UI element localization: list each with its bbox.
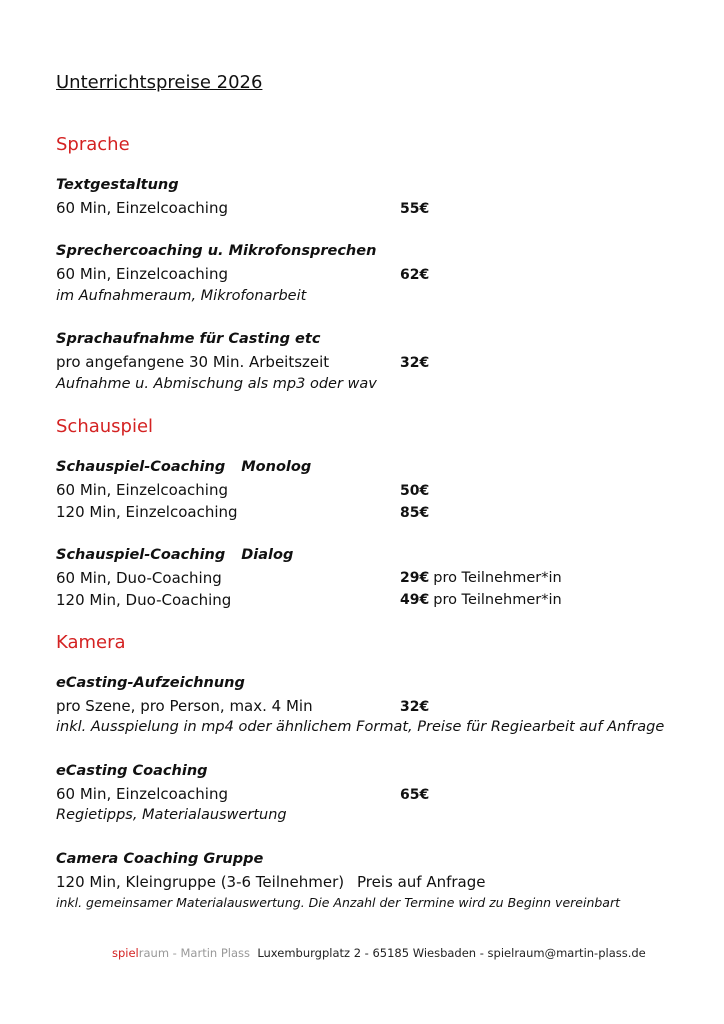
item-title-main: Schauspiel-Coaching xyxy=(56,459,226,475)
item-title-sprechercoaching: Sprechercoaching u. Mikrofonsprechen xyxy=(56,243,377,259)
section-heading-sprache: Sprache xyxy=(56,134,130,155)
item-title-textgestaltung: Textgestaltung xyxy=(56,177,179,193)
item-price: 32€ xyxy=(400,355,430,371)
item-line: pro angefangene 30 Min. Arbeitszeit xyxy=(56,353,330,371)
price-suffix: pro Teilnehmer*in xyxy=(433,570,562,586)
item-note: im Aufnahmeraum, Mikrofonarbeit xyxy=(56,288,307,304)
item-line: 120 Min, Einzelcoaching xyxy=(56,503,238,521)
footer xyxy=(112,946,646,960)
item-line: 120 Min, Duo-Coaching xyxy=(56,591,232,609)
item-price: 32€ xyxy=(400,699,430,715)
item-title-suffix: Dialog xyxy=(241,547,294,563)
item-price: 62€ xyxy=(400,267,430,283)
item-note: Regietipps, Materialauswertung xyxy=(56,807,287,823)
item-note: Aufnahme u. Abmischung als mp3 oder wav xyxy=(56,376,377,392)
item-note: inkl. gemeinsamer Materialauswertung. Die Anzahl der Termine wird zu Beginn vereinbart xyxy=(56,895,621,910)
item-price: 55€ xyxy=(400,201,430,217)
item-price xyxy=(400,592,562,608)
item-price: 85€ xyxy=(400,505,430,521)
item-title-main: Schauspiel-Coaching xyxy=(56,547,226,563)
item-title-schauspiel-dialog xyxy=(56,547,293,563)
item-line: 120 Min, Kleingruppe (3-6 Teilnehmer) xyxy=(56,873,345,891)
item-title-sprachaufnahme: Sprachaufnahme für Casting etc xyxy=(56,331,321,347)
section-heading-kamera: Kamera xyxy=(56,632,126,653)
item-title-camera-coaching-gruppe: Camera Coaching Gruppe xyxy=(56,851,264,867)
price-value: 29€ xyxy=(400,570,430,586)
footer-brand-red: spiel xyxy=(112,946,139,960)
item-title-ecasting-aufzeichnung: eCasting-Aufzeichnung xyxy=(56,675,245,691)
item-line: 60 Min, Duo-Coaching xyxy=(56,569,222,587)
item-title-suffix: Monolog xyxy=(241,459,312,475)
price-value: 49€ xyxy=(400,592,430,608)
item-line: 60 Min, Einzelcoaching xyxy=(56,199,228,217)
item-price-on-request: Preis auf Anfrage xyxy=(357,873,486,891)
section-heading-schauspiel: Schauspiel xyxy=(56,416,154,437)
item-line: 60 Min, Einzelcoaching xyxy=(56,785,228,803)
price-suffix: pro Teilnehmer*in xyxy=(433,592,562,608)
item-title-schauspiel-monolog xyxy=(56,459,311,475)
item-title-ecasting-coaching: eCasting Coaching xyxy=(56,763,208,779)
item-line: 60 Min, Einzelcoaching xyxy=(56,481,228,499)
item-price xyxy=(400,570,562,586)
item-price: 50€ xyxy=(400,483,430,499)
item-line: pro Szene, pro Person, max. 4 Min xyxy=(56,697,313,715)
item-note: inkl. Ausspielung in mp4 oder ähnlichem Format, Preise für Regiearbeit auf Anfrage xyxy=(56,719,665,735)
item-price: 65€ xyxy=(400,787,430,803)
footer-brand-grey: raum - Martin Plass xyxy=(138,946,250,960)
page-title: Unterrichtspreise 2026 xyxy=(56,72,263,93)
item-line: 60 Min, Einzelcoaching xyxy=(56,265,228,283)
footer-address: Luxemburgplatz 2 - 65185 Wiesbaden - spielraum@martin-plass.de xyxy=(257,946,646,960)
